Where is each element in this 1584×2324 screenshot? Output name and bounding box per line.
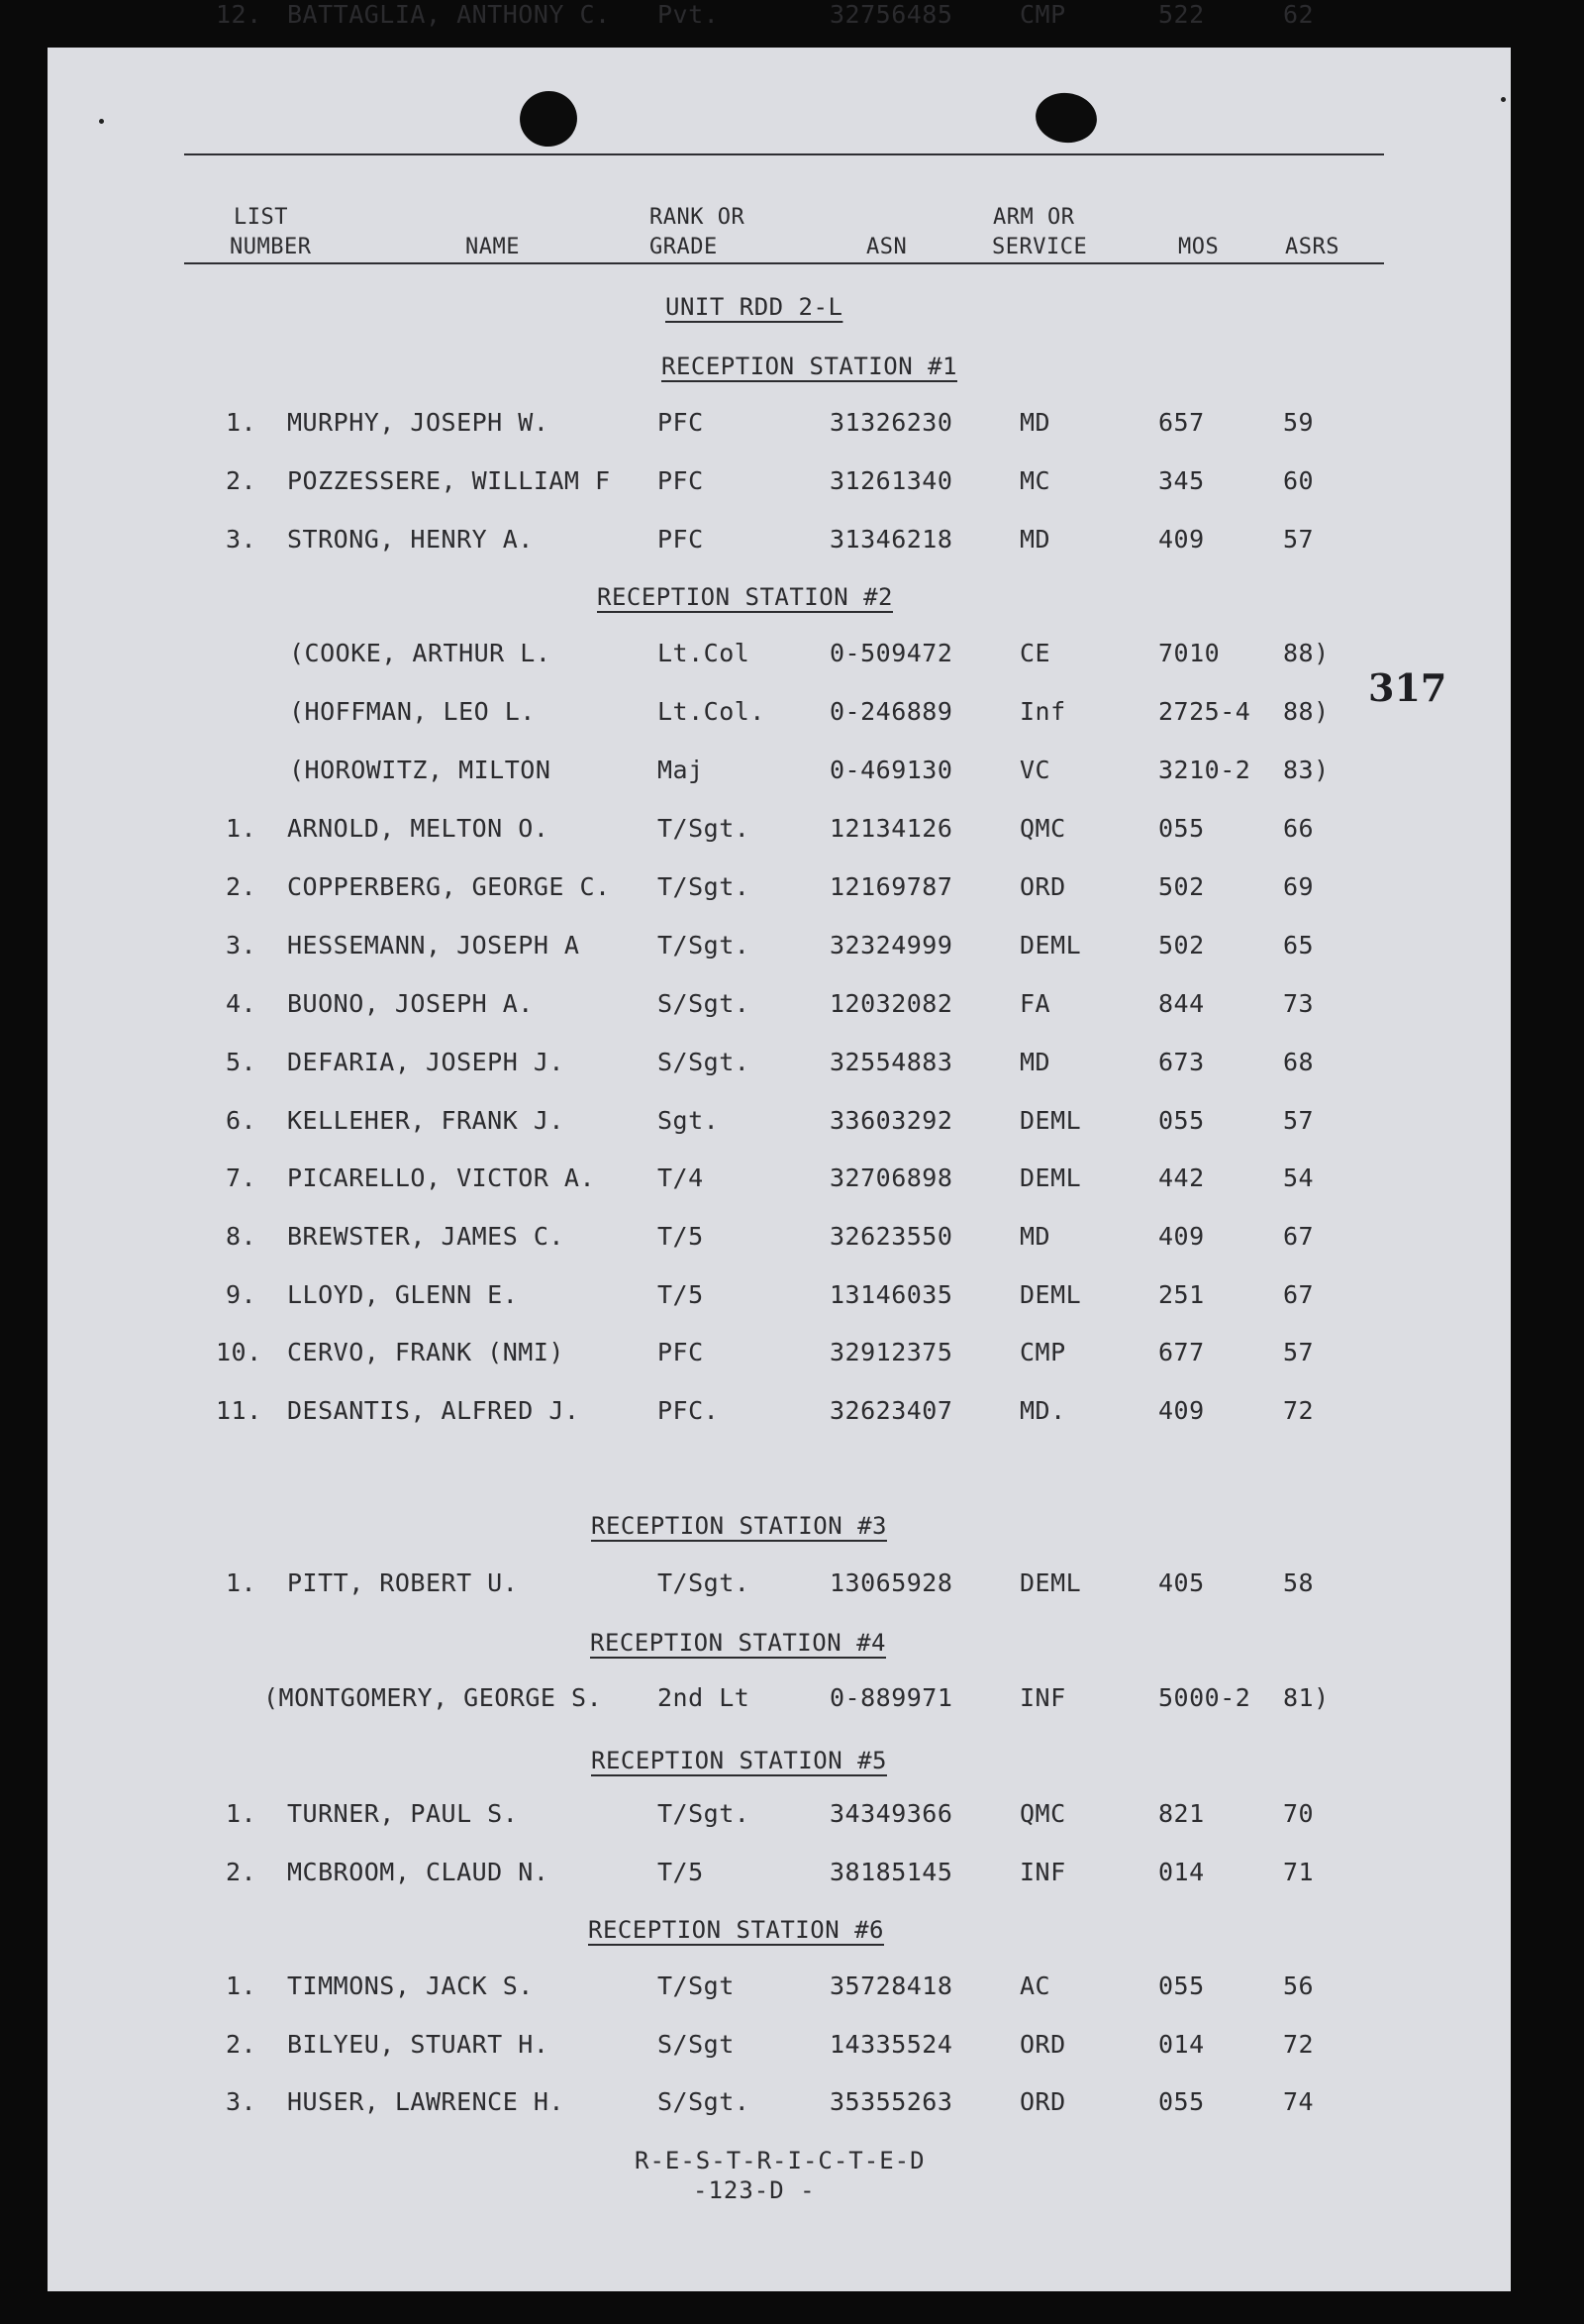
cell-service: DEML bbox=[1020, 1280, 1082, 1309]
cell-mos: 522 bbox=[1158, 0, 1205, 29]
cell-rank: T/5 bbox=[657, 1222, 704, 1251]
header-asn-label: ASN bbox=[866, 235, 908, 259]
cell-asn: 31261340 bbox=[830, 466, 953, 495]
header-list-label: LIST bbox=[234, 205, 288, 230]
cell-num: 1. bbox=[226, 1971, 257, 2000]
cell-name: (HOROWITZ, MILTON bbox=[289, 756, 551, 784]
header-name-label: NAME bbox=[465, 235, 520, 259]
cell-asn: 32912375 bbox=[830, 1338, 953, 1366]
cell-rank: T/5 bbox=[657, 1858, 704, 1886]
section-title: RECEPTION STATION #6 bbox=[588, 1916, 884, 1944]
cell-asrs: 83) bbox=[1283, 756, 1330, 784]
cell-asn: 32756485 bbox=[830, 0, 953, 29]
cell-asrs: 81) bbox=[1283, 1683, 1330, 1712]
header-number-label: NUMBER bbox=[230, 235, 312, 259]
cell-name: HESSEMANN, JOSEPH A bbox=[287, 931, 580, 960]
cell-mos: 409 bbox=[1158, 1222, 1205, 1251]
cell-asn: 32623407 bbox=[830, 1396, 953, 1425]
cell-mos: 251 bbox=[1158, 1280, 1205, 1309]
cell-rank: T/Sgt. bbox=[657, 931, 750, 960]
cell-asrs: 67 bbox=[1283, 1222, 1315, 1251]
cell-rank: 2nd Lt bbox=[657, 1683, 750, 1712]
cell-mos: 409 bbox=[1158, 1396, 1205, 1425]
cell-rank: T/5 bbox=[657, 1280, 704, 1309]
cell-asrs: 69 bbox=[1283, 872, 1315, 901]
cell-name: BREWSTER, JAMES C. bbox=[287, 1222, 564, 1251]
cell-rank: PFC bbox=[657, 408, 704, 437]
cell-name: HUSER, LAWRENCE H. bbox=[287, 2087, 564, 2116]
header-asrs-label: ASRS bbox=[1285, 235, 1339, 259]
cell-name: MCBROOM, CLAUD N. bbox=[287, 1858, 549, 1886]
cell-num: 9. bbox=[226, 1280, 257, 1309]
header-grade-label: GRADE bbox=[649, 235, 718, 259]
cell-service: ORD bbox=[1020, 2030, 1066, 2059]
cell-asn: 32324999 bbox=[830, 931, 953, 960]
cell-service: Inf bbox=[1020, 697, 1066, 726]
cell-asrs: 67 bbox=[1283, 1280, 1315, 1309]
cell-rank: PFC bbox=[657, 1338, 704, 1366]
cell-name: DEFARIA, JOSEPH J. bbox=[287, 1048, 564, 1076]
cell-name: (HOFFMAN, LEO L. bbox=[289, 697, 536, 726]
cell-asn: 32554883 bbox=[830, 1048, 953, 1076]
section-title: RECEPTION STATION #3 bbox=[591, 1512, 887, 1540]
cell-asrs: 57 bbox=[1283, 1106, 1315, 1135]
cell-asn: 13146035 bbox=[830, 1280, 953, 1309]
header-rule-top bbox=[184, 153, 1384, 155]
cell-asrs: 60 bbox=[1283, 466, 1315, 495]
cell-mos: 673 bbox=[1158, 1048, 1205, 1076]
cell-service: ORD bbox=[1020, 872, 1066, 901]
cell-rank: Lt.Col. bbox=[657, 697, 765, 726]
cell-num: 10. bbox=[216, 1338, 262, 1366]
cell-mos: 409 bbox=[1158, 525, 1205, 554]
page-number: 317 bbox=[1368, 665, 1447, 710]
cell-asrs: 56 bbox=[1283, 1971, 1315, 2000]
cell-num: 2. bbox=[226, 1858, 257, 1886]
cell-mos: 657 bbox=[1158, 408, 1205, 437]
cell-name: POZZESSERE, WILLIAM F bbox=[287, 466, 611, 495]
cell-mos: 055 bbox=[1158, 814, 1205, 843]
cell-asn: 14335524 bbox=[830, 2030, 953, 2059]
cell-service: MD. bbox=[1020, 1396, 1066, 1425]
cell-asn: 12169787 bbox=[830, 872, 953, 901]
cell-num: 3. bbox=[226, 2087, 257, 2116]
cell-asrs: 57 bbox=[1283, 525, 1315, 554]
cell-asn: 35728418 bbox=[830, 1971, 953, 2000]
header-rule-bottom bbox=[184, 262, 1384, 264]
cell-name: LLOYD, GLENN E. bbox=[287, 1280, 519, 1309]
header-service-label: SERVICE bbox=[992, 235, 1088, 259]
unit-title: UNIT RDD 2-L bbox=[665, 293, 843, 321]
cell-name: DESANTIS, ALFRED J. bbox=[287, 1396, 580, 1425]
cell-name: TIMMONS, JACK S. bbox=[287, 1971, 534, 2000]
cell-service: CE bbox=[1020, 639, 1051, 667]
cell-rank: PFC. bbox=[657, 1396, 720, 1425]
restricted-marking: R-E-S-T-R-I-C-T-E-D bbox=[635, 2147, 926, 2174]
cell-asrs: 73 bbox=[1283, 989, 1315, 1018]
cell-asrs: 62 bbox=[1283, 0, 1315, 29]
cell-name: PITT, ROBERT U. bbox=[287, 1568, 519, 1597]
header-arm-label: ARM OR bbox=[993, 205, 1075, 230]
cell-rank: T/Sgt. bbox=[657, 1568, 750, 1597]
cell-name: BILYEU, STUART H. bbox=[287, 2030, 549, 2059]
cell-service: MD bbox=[1020, 525, 1051, 554]
cell-name: ARNOLD, MELTON O. bbox=[287, 814, 549, 843]
cell-num: 4. bbox=[226, 989, 257, 1018]
cell-service: QMC bbox=[1020, 814, 1066, 843]
cell-asn: 31326230 bbox=[830, 408, 953, 437]
cell-num: 12. bbox=[216, 0, 262, 29]
cell-num: 11. bbox=[216, 1396, 262, 1425]
cell-name: BUONO, JOSEPH A. bbox=[287, 989, 534, 1018]
cell-asrs: 58 bbox=[1283, 1568, 1315, 1597]
cell-mos: 502 bbox=[1158, 931, 1205, 960]
cell-asrs: 54 bbox=[1283, 1163, 1315, 1192]
page-code: -123-D - bbox=[693, 2176, 816, 2204]
cell-asrs: 72 bbox=[1283, 1396, 1315, 1425]
cell-asn: 31346218 bbox=[830, 525, 953, 554]
cell-mos: 7010 bbox=[1158, 639, 1221, 667]
cell-name: PICARELLO, VICTOR A. bbox=[287, 1163, 596, 1192]
cell-num: 5. bbox=[226, 1048, 257, 1076]
cell-service: DEML bbox=[1020, 1568, 1082, 1597]
cell-rank: Maj bbox=[657, 756, 704, 784]
cell-asn: 13065928 bbox=[830, 1568, 953, 1597]
cell-rank: S/Sgt. bbox=[657, 2087, 750, 2116]
cell-asn: 35355263 bbox=[830, 2087, 953, 2116]
cell-mos: 5000-2 bbox=[1158, 1683, 1251, 1712]
cell-num: 1. bbox=[226, 408, 257, 437]
cell-asn: 33603292 bbox=[830, 1106, 953, 1135]
cell-service: FA bbox=[1020, 989, 1051, 1018]
cell-asrs: 57 bbox=[1283, 1338, 1315, 1366]
cell-name: STRONG, HENRY A. bbox=[287, 525, 534, 554]
section-title: RECEPTION STATION #1 bbox=[661, 353, 957, 380]
cell-asrs: 72 bbox=[1283, 2030, 1315, 2059]
cell-service: MD bbox=[1020, 1048, 1051, 1076]
cell-asn: 12134126 bbox=[830, 814, 953, 843]
cell-service: QMC bbox=[1020, 1799, 1066, 1828]
cell-asrs: 66 bbox=[1283, 814, 1315, 843]
cell-asrs: 71 bbox=[1283, 1858, 1315, 1886]
cell-service: AC bbox=[1020, 1971, 1051, 2000]
cell-rank: Sgt. bbox=[657, 1106, 720, 1135]
cell-asn: 38185145 bbox=[830, 1858, 953, 1886]
cell-num: 7. bbox=[226, 1163, 257, 1192]
cell-service: DEML bbox=[1020, 1163, 1082, 1192]
cell-name: CERVO, FRANK (NMI) bbox=[287, 1338, 564, 1366]
cell-rank: S/Sgt. bbox=[657, 1048, 750, 1076]
cell-service: DEML bbox=[1020, 931, 1082, 960]
cell-asrs: 88) bbox=[1283, 697, 1330, 726]
cell-name: MURPHY, JOSEPH W. bbox=[287, 408, 549, 437]
cell-mos: 3210-2 bbox=[1158, 756, 1251, 784]
cell-service: ORD bbox=[1020, 2087, 1066, 2116]
cell-rank: T/Sgt. bbox=[657, 1799, 750, 1828]
cell-mos: 055 bbox=[1158, 1971, 1205, 2000]
cell-name: TURNER, PAUL S. bbox=[287, 1799, 519, 1828]
cell-num: 2. bbox=[226, 872, 257, 901]
cell-service: MD bbox=[1020, 1222, 1051, 1251]
punch-hole bbox=[1033, 89, 1100, 147]
section-title: RECEPTION STATION #4 bbox=[590, 1629, 886, 1657]
cell-asn: 0-509472 bbox=[830, 639, 953, 667]
cell-num: 3. bbox=[226, 931, 257, 960]
cell-asrs: 88) bbox=[1283, 639, 1330, 667]
cell-name: BATTAGLIA, ANTHONY C. bbox=[287, 0, 611, 29]
cell-mos: 844 bbox=[1158, 989, 1205, 1018]
cell-num: 1. bbox=[226, 814, 257, 843]
cell-rank: Lt.Col bbox=[657, 639, 750, 667]
cell-num: 8. bbox=[226, 1222, 257, 1251]
cell-asn: 0-889971 bbox=[830, 1683, 953, 1712]
section-title: RECEPTION STATION #2 bbox=[597, 583, 893, 611]
cell-num: 1. bbox=[226, 1799, 257, 1828]
cell-num: 3. bbox=[226, 525, 257, 554]
cell-asrs: 59 bbox=[1283, 408, 1315, 437]
cell-service: INF bbox=[1020, 1858, 1066, 1886]
cell-mos: 677 bbox=[1158, 1338, 1205, 1366]
cell-rank: PFC bbox=[657, 525, 704, 554]
cell-rank: Pvt. bbox=[657, 0, 720, 29]
cell-mos: 502 bbox=[1158, 872, 1205, 901]
cell-service: MD bbox=[1020, 408, 1051, 437]
cell-service: CMP bbox=[1020, 0, 1066, 29]
cell-asn: 32623550 bbox=[830, 1222, 953, 1251]
section-title: RECEPTION STATION #5 bbox=[591, 1747, 887, 1774]
cell-rank: PFC bbox=[657, 466, 704, 495]
cell-asn: 0-469130 bbox=[830, 756, 953, 784]
header-rank-label: RANK OR bbox=[649, 205, 745, 230]
cell-rank: S/Sgt bbox=[657, 2030, 735, 2059]
speck bbox=[99, 119, 104, 124]
cell-rank: S/Sgt. bbox=[657, 989, 750, 1018]
cell-rank: T/Sgt. bbox=[657, 814, 750, 843]
header-mos-label: MOS bbox=[1178, 235, 1220, 259]
cell-service: DEML bbox=[1020, 1106, 1082, 1135]
cell-rank: T/Sgt. bbox=[657, 872, 750, 901]
cell-rank: T/Sgt bbox=[657, 1971, 735, 2000]
cell-num: 2. bbox=[226, 2030, 257, 2059]
cell-asrs: 68 bbox=[1283, 1048, 1315, 1076]
punch-hole bbox=[515, 86, 582, 152]
cell-mos: 405 bbox=[1158, 1568, 1205, 1597]
speck bbox=[1501, 97, 1506, 102]
cell-mos: 014 bbox=[1158, 2030, 1205, 2059]
cell-asrs: 65 bbox=[1283, 931, 1315, 960]
cell-asn: 32706898 bbox=[830, 1163, 953, 1192]
cell-asn: 12032082 bbox=[830, 989, 953, 1018]
cell-num: 2. bbox=[226, 466, 257, 495]
cell-asn: 0-246889 bbox=[830, 697, 953, 726]
cell-name: COPPERBERG, GEORGE C. bbox=[287, 872, 611, 901]
cell-mos: 055 bbox=[1158, 2087, 1205, 2116]
cell-mos: 055 bbox=[1158, 1106, 1205, 1135]
cell-service: CMP bbox=[1020, 1338, 1066, 1366]
cell-service: INF bbox=[1020, 1683, 1066, 1712]
cell-service: MC bbox=[1020, 466, 1051, 495]
cell-mos: 442 bbox=[1158, 1163, 1205, 1192]
cell-asrs: 74 bbox=[1283, 2087, 1315, 2116]
cell-num: 6. bbox=[226, 1106, 257, 1135]
cell-name: (MONTGOMERY, GEORGE S. bbox=[263, 1683, 603, 1712]
cell-mos: 2725-4 bbox=[1158, 697, 1251, 726]
cell-service: VC bbox=[1020, 756, 1051, 784]
cell-num: 1. bbox=[226, 1568, 257, 1597]
cell-mos: 821 bbox=[1158, 1799, 1205, 1828]
cell-name: KELLEHER, FRANK J. bbox=[287, 1106, 564, 1135]
cell-asn: 34349366 bbox=[830, 1799, 953, 1828]
cell-mos: 345 bbox=[1158, 466, 1205, 495]
cell-name: (COOKE, ARTHUR L. bbox=[289, 639, 551, 667]
cell-asrs: 70 bbox=[1283, 1799, 1315, 1828]
cell-rank: T/4 bbox=[657, 1163, 704, 1192]
cell-mos: 014 bbox=[1158, 1858, 1205, 1886]
